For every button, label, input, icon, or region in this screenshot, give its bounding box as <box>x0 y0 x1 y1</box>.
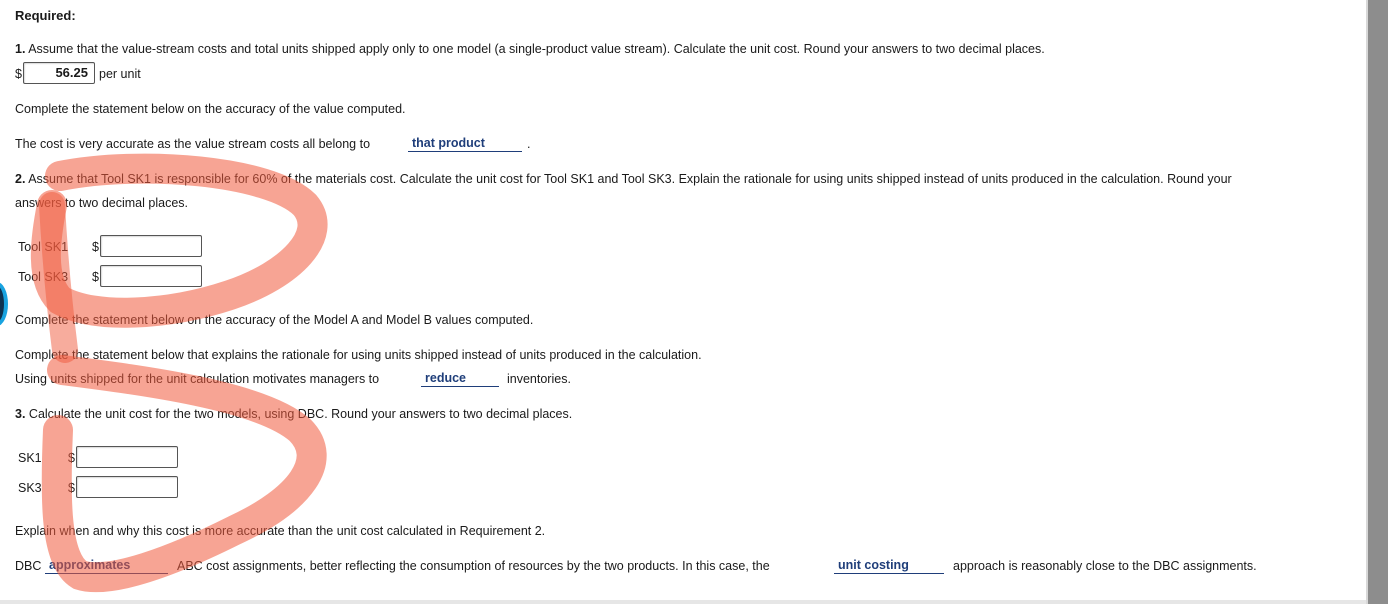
q2-prompt-text: Assume that Tool SK1 is responsible for 60% of the materials cost. Calculate the unit cost for Tool SK1 and Tool SK3. Explain the rationale for using units shipped instead of units produced in the calculation. Round your <box>25 172 1232 186</box>
q3-approach-select[interactable]: unit costing <box>834 558 944 574</box>
tool-sk1-unit-cost-input[interactable] <box>100 235 202 257</box>
q1-number: 1. <box>15 42 26 56</box>
q3-currency-sk1: $ <box>68 451 75 465</box>
q1-prompt-text: Assume that the value-stream costs and total units shipped apply only to one model (a single-product value stream). Calculate the unit cost. Round your answers to two decimal places. <box>25 42 1045 56</box>
q2-number: 2. <box>15 172 26 186</box>
q1-sentence-pre: The cost is very accurate as the value stream costs all belong to <box>15 137 371 151</box>
q2-prompt-line1 <box>15 172 1232 186</box>
q3-prompt <box>15 407 572 421</box>
q1-prompt <box>15 42 1045 56</box>
vertical-scrollbar[interactable] <box>1368 0 1388 604</box>
q2-complete-rationale: Complete the statement below that explains the rationale for using units shipped instead of units produced in the calculation. <box>15 348 702 362</box>
q2-row-label-sk3: Tool SK3 <box>18 270 69 284</box>
q3-prompt-text: Calculate the unit cost for the two models, using DBC. Round your answers to two decimal places. <box>25 407 573 421</box>
q2-row-label-sk1: Tool SK1 <box>18 240 69 254</box>
q3-final-mid: ABC cost assignments, better reflecting the consumption of resources by the two products. In this case, the <box>177 559 770 573</box>
q3-comparison-select[interactable]: approximates <box>45 558 168 574</box>
q3-row-label-sk3: SK3 <box>18 481 42 495</box>
q3-row-label-sk1: SK1 <box>18 451 42 465</box>
q2-rationale-select[interactable]: reduce <box>421 371 499 387</box>
q2-currency-sk3: $ <box>92 270 99 284</box>
q3-explain: Explain when and why this cost is more accurate than the unit cost calculated in Requirement 2. <box>15 524 546 538</box>
q3-number: 3. <box>15 407 26 421</box>
q3-final-pre: DBC <box>15 559 42 573</box>
q2-rationale-post: inventories. <box>507 372 571 386</box>
q1-unit-cost-input[interactable]: 56.25 <box>23 62 95 84</box>
q1-accuracy-select[interactable]: that product <box>408 136 522 152</box>
left-edge-indicator <box>0 282 8 326</box>
bottom-edge <box>0 600 1366 604</box>
q3-final-post: approach is reasonably close to the DBC assignments. <box>953 559 1257 573</box>
q2-prompt-line2: answers to two decimal places. <box>15 196 188 210</box>
q1-sentence-post: . <box>527 137 531 151</box>
tool-sk3-unit-cost-input[interactable] <box>100 265 202 287</box>
dbc-sk3-unit-cost-input[interactable] <box>76 476 178 498</box>
q1-currency: $ <box>15 67 22 81</box>
required-heading: Required: <box>15 8 76 23</box>
q2-complete-accuracy: Complete the statement below on the accuracy of the Model A and Model B values computed. <box>15 313 534 327</box>
q1-complete-statement: Complete the statement below on the accuracy of the value computed. <box>15 102 406 116</box>
q3-currency-sk3: $ <box>68 481 75 495</box>
q2-rationale-pre: Using units shipped for the unit calculation motivates managers to <box>15 372 380 386</box>
q1-unit-suffix: per unit <box>99 67 141 81</box>
dbc-sk1-unit-cost-input[interactable] <box>76 446 178 468</box>
q2-currency-sk1: $ <box>92 240 99 254</box>
